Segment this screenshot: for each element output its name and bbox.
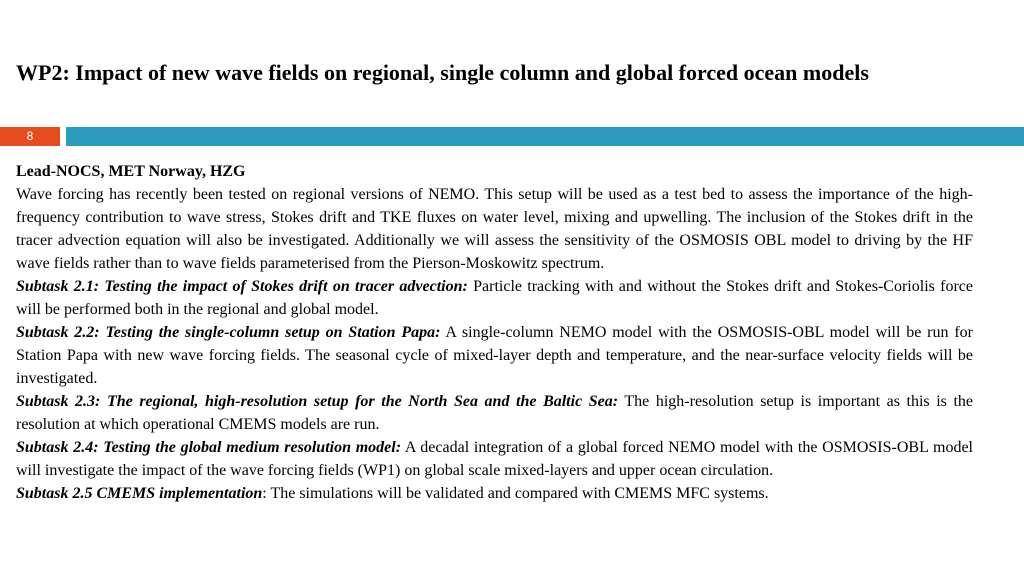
subtask-2-5 xyxy=(16,482,973,505)
slide-number: 8 xyxy=(0,127,60,146)
subtask-2-3-text: The high-resolution setup is important as this is the resolution at which operational CMEMS models are run. xyxy=(16,393,974,433)
subtask-2-5-label: Subtask 2.5 CMEMS implementation xyxy=(16,485,263,502)
slide-body xyxy=(16,160,973,505)
subtask-2-5-text: : The simulations will be validated and compared with CMEMS MFC systems. xyxy=(262,485,769,502)
title-accent-bar xyxy=(66,127,1024,146)
subtask-2-2 xyxy=(16,321,973,390)
subtask-2-2-label: Subtask 2.2: Testing the single-column setup on Station Papa: xyxy=(16,324,441,341)
intro-paragraph: Wave forcing has recently been tested on regional versions of NEMO. This setup will be used as a test bed to assess the importance of the high-frequency contribution to wave stress, Stokes drift and TKE fluxes on water level, mixing and upwelling. The inclusion of the Stokes drift in the tracer advection equation will also be investigated. Additionally we will assess the sensitivity of the OSMOSIS OBL model to driving by the HF wave fields rather than to wave fields parameterised from the Pierson-Moskowitz spectrum. xyxy=(16,186,973,272)
subtask-2-3-label: Subtask 2.3: The regional, high-resolution setup for the North Sea and the Baltic Sea: xyxy=(16,393,619,410)
subtask-2-3 xyxy=(16,390,973,436)
lead-partners: Lead-NOCS, MET Norway, HZG xyxy=(16,163,246,180)
subtask-2-1 xyxy=(16,275,973,321)
subtask-2-4 xyxy=(16,436,973,482)
subtask-2-4-label: Subtask 2.4: Testing the global medium resolution model: xyxy=(16,439,402,456)
subtask-2-4-text: A decadal integration of a global forced NEMO model with the OSMOSIS-OBL model will investigate the impact of the wave forcing fields (WP1) on global scale mixed-layers and upper ocean circulation. xyxy=(16,439,973,479)
slide-title: WP2: Impact of new wave fields on regional, single column and global forced ocean models xyxy=(16,60,869,85)
subtask-2-1-label: Subtask 2.1: Testing the impact of Stokes drift on tracer advection: xyxy=(16,278,468,295)
subtask-2-2-text: A single-column NEMO model with the OSMOSIS-OBL model will be run for Station Papa with new wave forcing fields. The seasonal cycle of mixed-layer depth and temperature, and the near-surface velocity fields will be investigated. xyxy=(16,324,974,387)
subtask-2-1-text: Particle tracking with and without the Stokes drift and Stokes-Coriolis force will be performed both in the regional and global model. xyxy=(16,278,974,318)
